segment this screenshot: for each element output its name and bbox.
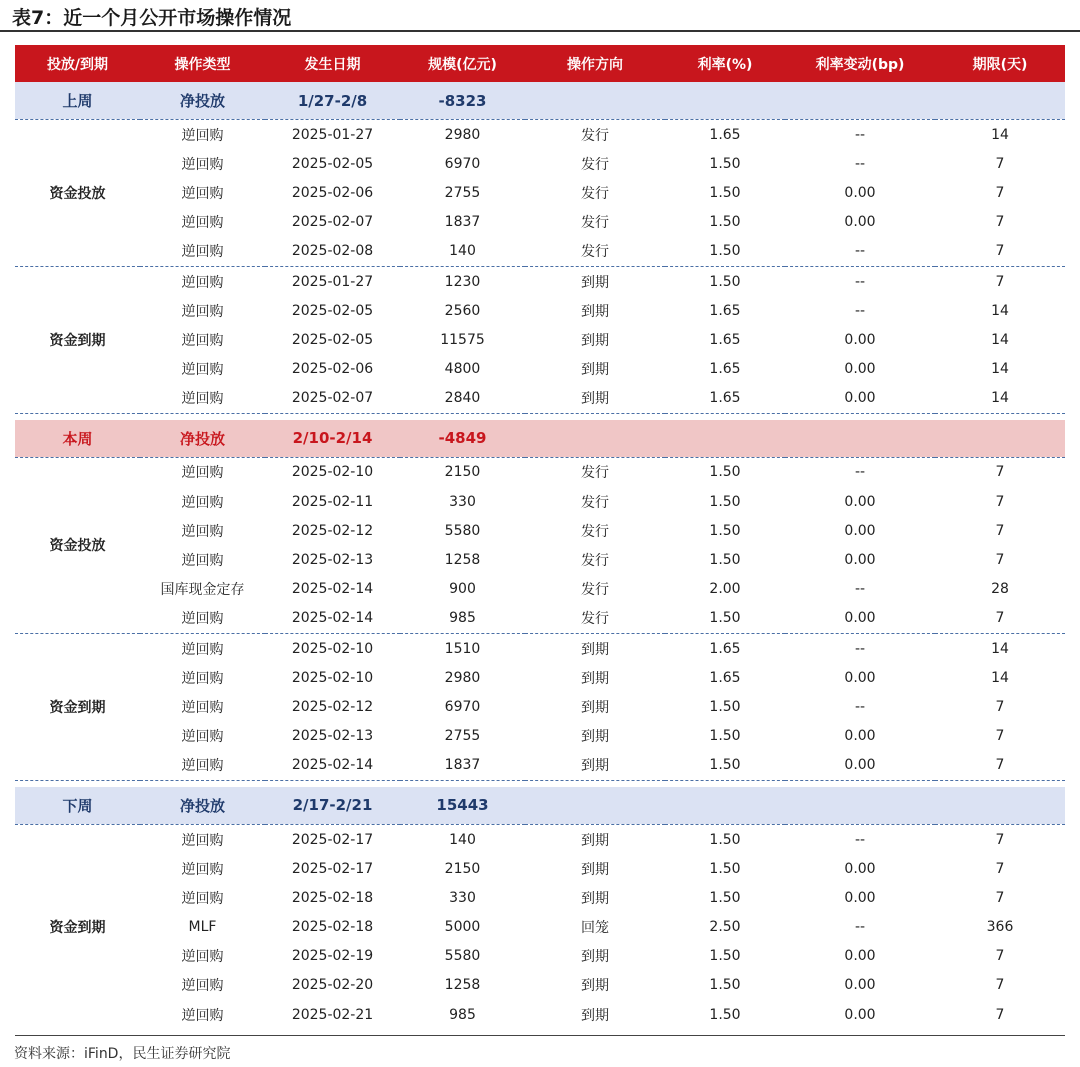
cell-amount: 2150 — [444, 464, 481, 481]
summary-amount: -4849 — [400, 420, 525, 458]
table-row — [15, 384, 1065, 414]
table-body — [15, 82, 1065, 1029]
cell-rate: 1.50 — [709, 184, 741, 201]
cell-rate-change: -- — [854, 464, 866, 481]
cell-term: 366 — [986, 919, 1014, 936]
cell-term: 7 — [995, 155, 1005, 172]
cell-rate-change: 0.00 — [844, 860, 876, 877]
cell-rate-change: 0.00 — [785, 751, 935, 781]
cell-rate: 1.50 — [709, 522, 741, 539]
cell-operation-type: 逆回购 — [181, 861, 224, 878]
cell-rate: 2.00 — [709, 581, 741, 598]
cell-operation-type: 逆回购 — [140, 604, 265, 634]
header-cell: 投放/到期 — [15, 45, 140, 82]
cell-date: 2025-02-17 — [291, 831, 374, 848]
header-cell: 操作方向 — [525, 45, 665, 82]
cell-rate-change: -- — [854, 302, 866, 319]
group-label: 资金到期 — [49, 920, 106, 937]
table-row — [15, 325, 1065, 354]
summary-period: 本周 — [15, 420, 140, 458]
cell-rate-change: 0.00 — [844, 977, 876, 994]
table-row — [15, 120, 1065, 150]
cell-date: 2025-01-27 — [291, 273, 374, 290]
cell-term: 14 — [991, 126, 1009, 143]
cell-direction: 到期 — [581, 670, 609, 687]
cell-operation-type: 逆回购 — [181, 156, 224, 173]
cell-direction: 发行 — [581, 127, 609, 144]
cell-date: 2025-02-08 — [265, 237, 400, 267]
cell-rate: 2.50 — [709, 919, 741, 936]
summary-row — [15, 420, 1065, 458]
table-row — [15, 751, 1065, 781]
cell-operation-type: 逆回购 — [181, 729, 224, 746]
cell-amount: 2150 — [444, 860, 481, 877]
summary-row — [15, 787, 1065, 825]
cell-amount: 985 — [449, 1006, 476, 1023]
cell-rate: 1.50 — [709, 860, 741, 877]
cell-rate: 1.50 — [709, 464, 741, 481]
cell-operation-type: 逆回购 — [181, 699, 224, 716]
cell-rate-change: -- — [854, 581, 866, 598]
cell-term: 14 — [991, 331, 1009, 348]
cell-operation-type: 逆回购 — [181, 274, 224, 291]
cell-term: 7 — [995, 493, 1005, 510]
cell-date: 2025-02-06 — [291, 361, 374, 378]
cell-term: 14 — [991, 361, 1009, 378]
summary-empty-cell — [525, 787, 665, 825]
summary-type: 净投放 — [140, 82, 265, 120]
summary-amount: -8323 — [400, 82, 525, 120]
cell-direction: 到期 — [581, 949, 609, 966]
cell-rate-change: -- — [854, 273, 866, 290]
table-row — [15, 634, 1065, 664]
cell-amount: 985 — [400, 604, 525, 634]
cell-rate: 1.50 — [665, 604, 785, 634]
summary-amount: 15443 — [400, 787, 525, 825]
cell-rate: 1.50 — [709, 889, 741, 906]
header-row — [15, 45, 1065, 82]
table-title: 表7：近一个月公开市场操作情况 — [12, 7, 292, 29]
cell-rate-change: -- — [854, 155, 866, 172]
cell-term: 7 — [935, 751, 1065, 781]
cell-rate-change: 0.00 — [844, 331, 876, 348]
cell-direction: 发行 — [525, 237, 665, 267]
cell-rate: 1.65 — [709, 331, 741, 348]
cell-rate: 1.65 — [709, 361, 741, 378]
cell-date: 2025-02-12 — [291, 698, 374, 715]
cell-operation-type: 逆回购 — [181, 185, 224, 202]
cell-term: 14 — [991, 302, 1009, 319]
cell-operation-type: 逆回购 — [181, 832, 224, 849]
cell-amount: 2980 — [444, 126, 481, 143]
cell-direction: 到期 — [525, 751, 665, 781]
summary-date: 2/10-2/14 — [265, 420, 400, 458]
cell-direction: 到期 — [581, 729, 609, 746]
summary-empty-cell — [935, 787, 1065, 825]
cell-operation-type: 逆回购 — [181, 641, 224, 658]
cell-amount: 1837 — [400, 751, 525, 781]
cell-direction: 到期 — [581, 978, 609, 995]
table-row — [15, 883, 1065, 912]
cell-amount: 4800 — [444, 361, 481, 378]
cell-rate: 1.65 — [709, 669, 741, 686]
cell-direction: 到期 — [581, 832, 609, 849]
cell-rate: 1.50 — [709, 273, 741, 290]
table-row — [15, 575, 1065, 604]
cell-amount: 2755 — [444, 728, 481, 745]
cell-term: 7 — [995, 273, 1005, 290]
cell-direction: 到期 — [581, 861, 609, 878]
cell-operation-type: 逆回购 — [140, 751, 265, 781]
cell-rate: 1.65 — [709, 640, 741, 657]
summary-empty-cell — [665, 82, 785, 120]
cell-rate: 1.50 — [709, 1006, 741, 1023]
cell-rate-change: 0.00 — [844, 184, 876, 201]
cell-rate: 1.50 — [709, 214, 741, 231]
cell-operation-type: 逆回购 — [181, 362, 224, 379]
cell-amount: 5580 — [444, 522, 481, 539]
cell-rate: 1.50 — [709, 155, 741, 172]
cell-rate-change: -- — [785, 237, 935, 267]
table-row — [15, 296, 1065, 325]
cell-rate: 1.50 — [709, 493, 741, 510]
table-row — [15, 913, 1065, 942]
cell-term: 7 — [995, 214, 1005, 231]
cell-date: 2025-02-11 — [291, 493, 374, 510]
cell-rate-change: 0.00 — [844, 522, 876, 539]
cell-amount: 1230 — [444, 273, 481, 290]
cell-rate-change: 0.00 — [844, 1006, 876, 1023]
cell-date: 2025-02-10 — [291, 464, 374, 481]
cell-amount: 5000 — [444, 919, 481, 936]
header-cell: 发生日期 — [265, 45, 400, 82]
group-label: 资金投放 — [15, 120, 140, 267]
cell-rate: 1.65 — [709, 126, 741, 143]
table-row — [15, 208, 1065, 237]
cell-direction: 发行 — [581, 523, 609, 540]
cell-amount: 1510 — [444, 640, 481, 657]
cell-operation-type: 逆回购 — [181, 332, 224, 349]
cell-operation-type: 逆回购 — [181, 670, 224, 687]
cell-term: 7 — [995, 552, 1005, 569]
cell-term: 7 — [995, 728, 1005, 745]
table-row — [15, 942, 1065, 971]
summary-empty-cell — [785, 787, 935, 825]
cell-date: 2025-02-05 — [291, 331, 374, 348]
cell-amount: 5580 — [444, 948, 481, 965]
cell-term: 14 — [991, 669, 1009, 686]
bottom-divider — [15, 1035, 1065, 1036]
cell-date: 2025-02-21 — [291, 1006, 374, 1023]
cell-term: 7 — [995, 522, 1005, 539]
summary-period: 上周 — [15, 82, 140, 120]
cell-direction: 到期 — [581, 362, 609, 379]
cell-amount: 11575 — [440, 331, 485, 348]
cell-direction: 发行 — [581, 465, 609, 482]
summary-period: 下周 — [15, 787, 140, 825]
cell-operation-type: 逆回购 — [181, 553, 224, 570]
cell-operation-type: MLF — [188, 919, 217, 936]
cell-operation-type: 逆回购 — [181, 465, 224, 482]
cell-direction: 发行 — [581, 156, 609, 173]
cell-rate: 1.50 — [709, 948, 741, 965]
cell-rate: 1.65 — [709, 302, 741, 319]
table-row — [15, 722, 1065, 751]
cell-rate-change: 0.00 — [844, 728, 876, 745]
cell-amount: 1837 — [444, 214, 481, 231]
cell-date: 2025-02-07 — [265, 384, 400, 414]
cell-date: 2025-02-20 — [291, 977, 374, 994]
cell-amount: 140 — [400, 237, 525, 267]
cell-amount: 2755 — [444, 184, 481, 201]
cell-amount: 2560 — [444, 302, 481, 319]
header-cell: 利率(%) — [665, 45, 785, 82]
table-row — [15, 692, 1065, 721]
cell-date: 2025-02-10 — [291, 640, 374, 657]
cell-rate-change: -- — [854, 919, 866, 936]
cell-direction: 到期 — [581, 641, 609, 658]
cell-direction: 到期 — [581, 890, 609, 907]
cell-direction: 到期 — [581, 303, 609, 320]
cell-operation-type: 逆回购 — [140, 237, 265, 267]
summary-empty-cell — [665, 420, 785, 458]
cell-direction: 到期 — [581, 274, 609, 291]
cell-direction: 发行 — [581, 494, 609, 511]
cell-term: 7 — [995, 889, 1005, 906]
cell-term: 14 — [935, 384, 1065, 414]
cell-amount: 6970 — [444, 155, 481, 172]
summary-empty-cell — [525, 420, 665, 458]
cell-operation-type: 逆回购 — [181, 127, 224, 144]
summary-empty-cell — [785, 82, 935, 120]
cell-operation-type: 逆回购 — [181, 523, 224, 540]
header-cell: 利率变动(bp) — [785, 45, 935, 82]
source-note: 资料来源：iFinD，民生证券研究院 — [14, 1046, 231, 1062]
cell-operation-type: 逆回购 — [181, 890, 224, 907]
header-cell: 期限(天) — [935, 45, 1065, 82]
table-row — [15, 824, 1065, 854]
cell-direction: 发行 — [581, 553, 609, 570]
cell-rate-change: 0.00 — [844, 889, 876, 906]
cell-term: 7 — [995, 698, 1005, 715]
operations-table — [15, 45, 1065, 1029]
cell-date: 2025-02-13 — [291, 552, 374, 569]
summary-type: 净投放 — [140, 420, 265, 458]
cell-term: 7 — [995, 184, 1005, 201]
cell-term: 7 — [995, 860, 1005, 877]
cell-term: 7 — [995, 948, 1005, 965]
cell-direction: 到期 — [581, 332, 609, 349]
cell-operation-type: 逆回购 — [181, 978, 224, 995]
summary-date: 2/17-2/21 — [265, 787, 400, 825]
cell-rate: 1.50 — [709, 977, 741, 994]
cell-rate: 1.50 — [709, 728, 741, 745]
cell-amount: 2980 — [444, 669, 481, 686]
cell-direction: 发行 — [581, 185, 609, 202]
table-row — [15, 178, 1065, 207]
cell-amount: 2840 — [400, 384, 525, 414]
table-row — [15, 971, 1065, 1000]
summary-date: 1/27-2/8 — [265, 82, 400, 120]
cell-term: 28 — [991, 581, 1009, 598]
table-row — [15, 1000, 1065, 1029]
table-row — [15, 487, 1065, 516]
cell-direction: 到期 — [581, 699, 609, 716]
cell-term: 7 — [935, 604, 1065, 634]
table-row — [15, 545, 1065, 574]
summary-type: 净投放 — [140, 787, 265, 825]
cell-date: 2025-02-05 — [291, 155, 374, 172]
table-row — [15, 854, 1065, 883]
cell-term: 7 — [995, 1006, 1005, 1023]
group-label: 资金到期 — [15, 266, 140, 413]
cell-rate-change: 0.00 — [844, 214, 876, 231]
cell-operation-type: 逆回购 — [181, 494, 224, 511]
cell-rate: 1.50 — [665, 237, 785, 267]
cell-term: 14 — [991, 640, 1009, 657]
cell-direction: 发行 — [525, 604, 665, 634]
cell-rate-change: 0.00 — [844, 669, 876, 686]
header-cell: 操作类型 — [140, 45, 265, 82]
summary-empty-cell — [935, 420, 1065, 458]
cell-rate-change: 0.00 — [844, 948, 876, 965]
cell-date: 2025-02-19 — [291, 948, 374, 965]
cell-date: 2025-02-14 — [291, 581, 374, 598]
table-row — [15, 355, 1065, 384]
summary-row — [15, 82, 1065, 120]
cell-operation-type: 逆回购 — [181, 215, 224, 232]
summary-empty-cell — [525, 82, 665, 120]
title-divider — [0, 30, 1080, 32]
cell-operation-type: 逆回购 — [140, 384, 265, 414]
cell-date: 2025-02-14 — [265, 751, 400, 781]
cell-date: 2025-02-07 — [291, 214, 374, 231]
cell-amount: 1258 — [444, 977, 481, 994]
cell-date: 2025-02-18 — [291, 919, 374, 936]
cell-rate-change: -- — [854, 698, 866, 715]
cell-rate-change: -- — [854, 831, 866, 848]
cell-rate: 1.50 — [709, 698, 741, 715]
cell-date: 2025-02-13 — [291, 728, 374, 745]
cell-amount: 330 — [449, 889, 476, 906]
cell-direction: 回笼 — [581, 920, 609, 937]
cell-operation-type: 逆回购 — [181, 949, 224, 966]
table-row — [15, 604, 1065, 634]
cell-rate-change: 0.00 — [844, 552, 876, 569]
cell-operation-type: 国库现金定存 — [160, 582, 245, 599]
cell-direction: 发行 — [581, 215, 609, 232]
cell-term: 7 — [995, 977, 1005, 994]
group-label: 资金到期 — [15, 634, 140, 781]
cell-amount: 330 — [449, 493, 476, 510]
cell-rate: 1.50 — [709, 831, 741, 848]
cell-operation-type: 逆回购 — [181, 303, 224, 320]
table-row — [15, 149, 1065, 178]
cell-amount: 900 — [449, 581, 476, 598]
cell-rate-change: -- — [854, 126, 866, 143]
cell-rate-change: 0.00 — [785, 604, 935, 634]
cell-term: 7 — [995, 464, 1005, 481]
cell-date: 2025-01-27 — [291, 126, 374, 143]
cell-direction: 到期 — [581, 1007, 609, 1024]
cell-rate-change: 0.00 — [785, 384, 935, 414]
cell-date: 2025-02-06 — [291, 184, 374, 201]
table-row — [15, 457, 1065, 487]
cell-direction: 发行 — [581, 582, 609, 599]
cell-amount: 1258 — [444, 552, 481, 569]
table-row — [15, 516, 1065, 545]
cell-direction: 到期 — [525, 384, 665, 414]
cell-date: 2025-02-14 — [265, 604, 400, 634]
cell-date: 2025-02-05 — [291, 302, 374, 319]
summary-empty-cell — [785, 420, 935, 458]
cell-rate-change: -- — [854, 640, 866, 657]
cell-date: 2025-02-17 — [291, 860, 374, 877]
cell-date: 2025-02-18 — [291, 889, 374, 906]
cell-amount: 6970 — [444, 698, 481, 715]
cell-amount: 140 — [449, 831, 476, 848]
summary-empty-cell — [935, 82, 1065, 120]
group-label: 资金投放 — [15, 457, 140, 633]
cell-date: 2025-02-10 — [291, 669, 374, 686]
cell-rate-change: 0.00 — [844, 361, 876, 378]
header-cell: 规模(亿元) — [400, 45, 525, 82]
summary-empty-cell — [665, 787, 785, 825]
cell-rate-change: 0.00 — [844, 493, 876, 510]
cell-operation-type: 逆回购 — [181, 1007, 224, 1024]
cell-term: 7 — [935, 237, 1065, 267]
cell-rate: 1.65 — [665, 384, 785, 414]
table-row — [15, 237, 1065, 267]
table-row — [15, 663, 1065, 692]
cell-rate: 1.50 — [709, 552, 741, 569]
table-row — [15, 266, 1065, 296]
cell-term: 7 — [995, 831, 1005, 848]
cell-date: 2025-02-12 — [291, 522, 374, 539]
cell-rate: 1.50 — [665, 751, 785, 781]
